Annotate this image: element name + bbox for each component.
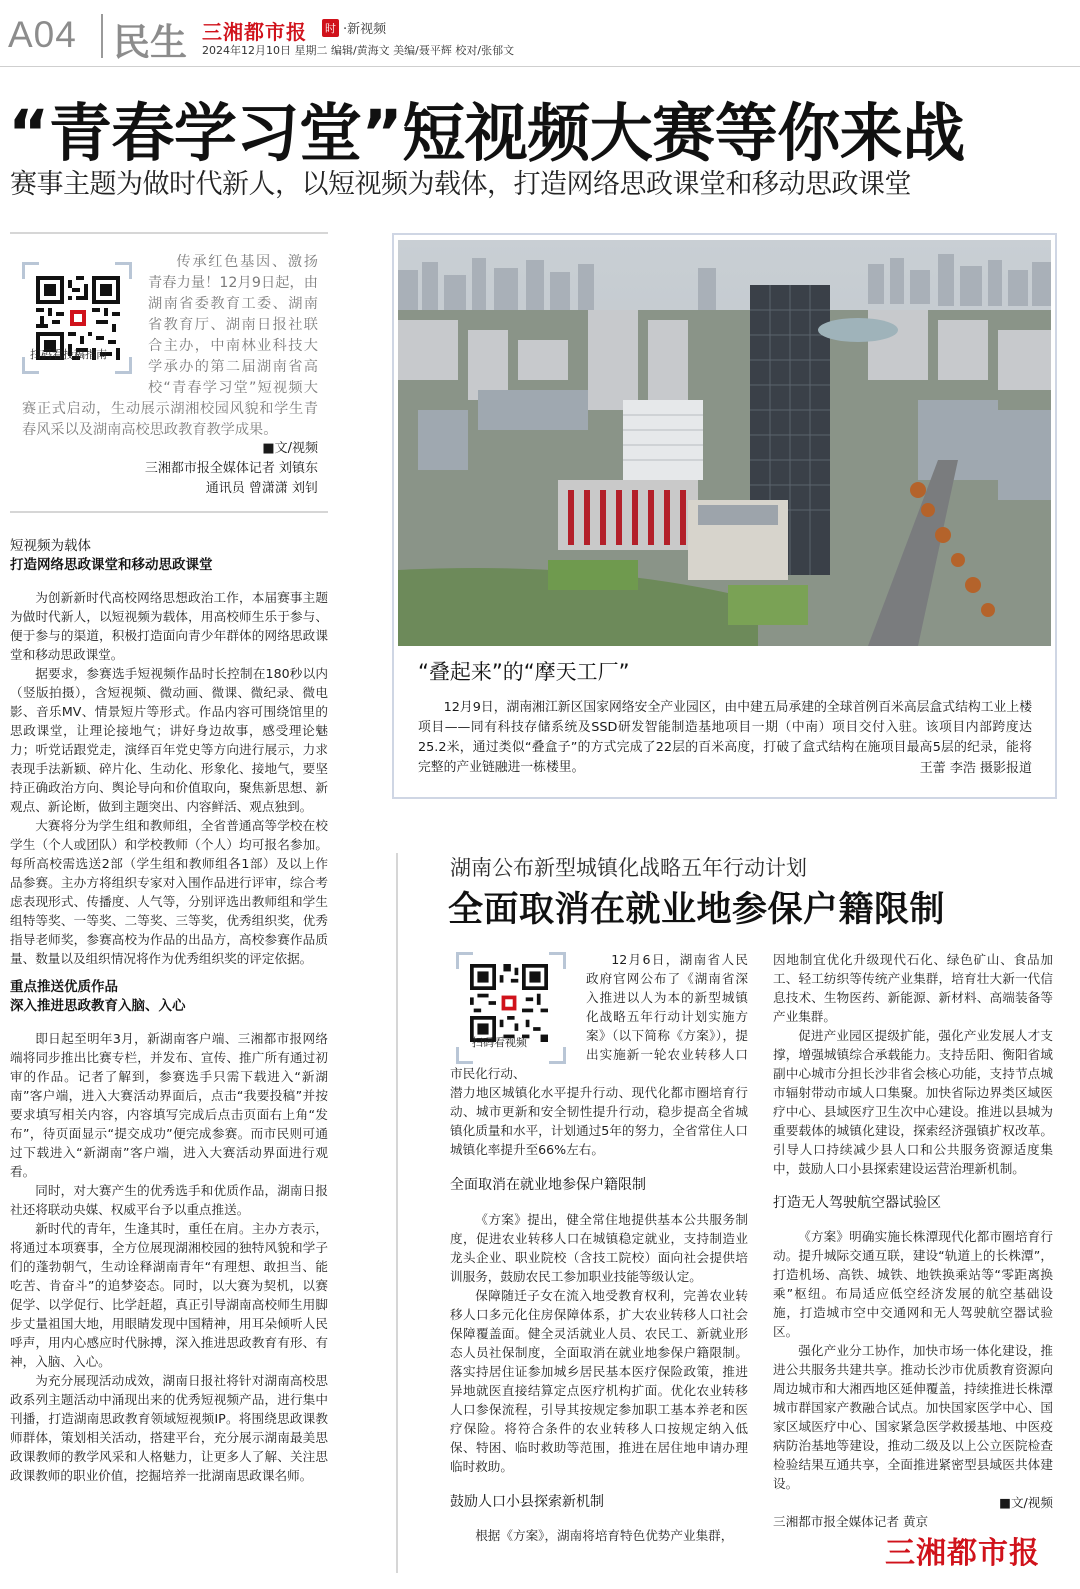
paragraph: 为充分展现活动成效，湖南日报社将针对湖南高校思政系列主题活动中涌现出来的优秀短视频产品，进行集中刊播，打造湖南思政教育领域短视频IP。将围绕思政课教师群体，策划相关活动，搭建平台，充分展示湖南最美思政课教师的教学风采和人格魅力，让更多人了解、关注思政课教师的职业价值，挖掘培养一批湖南思政课名师。 <box>10 1373 328 1483</box>
subhead-1-line1: 短视频为载体 <box>10 538 91 554</box>
paragraph: 为创新新时代高校网络思想政治工作，本届赛事主题为做时代新人，以短视频为载体，用高校师生乐于参与、便于参与的渠道，积极打造面向青少年群体的网络思政课堂和移动思政课堂。 <box>10 590 328 662</box>
article1-body-b <box>10 1029 328 1485</box>
subhead-2 <box>10 978 328 1016</box>
paragraph-continued: 因地制宜优化升级现代石化、绿色矿山、食品加工、轻工纺织等传统产业集群，培育壮大新一代信息技术、生物医药、新能源、新材料、高端装备等产业集群。 <box>773 952 1053 1024</box>
paragraph: 据要求，参赛选手短视频作品时长控制在180秒以内（竖版拍摄），含短视频、微动画、微课、微纪录、微电影、音乐MV、情景短片等形式。作品内容可围绕馆里的思政课堂，让理论接地气；讲好身边故事，感受理论魅力；听党话跟党走，演绎百年党史等方向进行展示，力求表现手法新颖、碎片化、生动化、形象化、接地气，要坚持正确政治方向、舆论导向和价值取向，聚焦新思想、新观点、新论断，做到主题突出、内容鲜活、观点独到。 <box>10 666 328 814</box>
lead-paragraph <box>22 252 318 441</box>
article2-subhead-1: 全面取消在就业地参保户籍限制 <box>450 1177 646 1193</box>
subheadline: 赛事主题为做时代新人，以短视频为载体，打造网络思政课堂和移动思政课堂 <box>10 169 911 200</box>
paragraph: 促进产业园区提级扩能，强化产业发展人才支撑，增强城镇综合承载能力。支持岳阳、衡阳省域副中心城市分担长沙非省会核心功能，支持节点城市辐射带动市域人口集聚。加快省际边界类区域医疗中心、县域医疗卫生次中心建设。推进以县城为重要载体的城镇化建设，探索经济强镇扩权改革。引导人口持续减少县人口和公共服务资源适度集中，鼓励人口小县探索建设运营治理新机制。 <box>773 1028 1053 1176</box>
aerial-city-photo-icon <box>398 240 1051 646</box>
paragraph: 大赛将分为学生组和教师组，全省普通高等学校在校学生（个人或团队）和学校教师（个人）均可报名参加。每所高校需选送2部（学生组和教师组各1部）及以上作品参赛。主办方将组织专家对入围作品进行评审，综合考虑表现形式、传播度、人气等，分别评选出教师组和学生组特等奖、一等奖、二等奖、三等奖，优秀组织奖，优秀指导老师奖，参赛高校为作品的出品方，高校参赛作品质量、数量以及组织情况将作为优秀组织奖的评定依据。 <box>10 818 328 966</box>
article2-subhead-3: 打造无人驾驶航空器试验区 <box>773 1195 941 1211</box>
paragraph: 同时，对大赛产生的优秀选手和优质作品，湖南日报社还将联动央媒、权威平台予以重点推送。 <box>10 1183 328 1217</box>
paragraph: 12月6日，湖南省人民政府官网公布了《湖南省深入推进以人为本的新型城镇化战略五年行动计划实施方案》（以下简称《方案》），提出实施新一轮农业转移人口市民化行动、 <box>450 952 748 1081</box>
headline: “青春学习堂”短视频大赛等你来战 <box>8 97 965 170</box>
news-photo <box>398 240 1051 646</box>
article2-headline: 全面取消在就业地参保户籍限制 <box>448 890 946 930</box>
section-name: 民生 <box>113 21 187 64</box>
date-editor-line: 2024年12月10日 星期二 编辑/黄海文 美编/聂平辉 校对/张郁文 <box>202 44 515 57</box>
photo-credit: 王蕾 李浩 摄影报道 <box>919 761 1032 776</box>
left-column-body <box>10 537 328 1485</box>
paragraph: 新时代的青年，生逢其时，重任在肩。主办方表示，将通过本项赛事，全方位展现湖湘校园的独特风貌和学子们的蓬勃朝气，生动诠释湖南青年“有理想、敢担当、能吃苦、肯奋斗”的追梦姿态。同时，以大赛为契机，以赛促学、以学促行、比学赶超，真正引导湖南高校师生用脚步丈量祖国大地，用眼睛发现中国精神，用耳朵倾听人民呼声，用内心感应时代脉搏，深入推进思政教育有形、有神，入脑、入心。 <box>10 1221 328 1369</box>
paragraph-continued: 潜力地区城镇化水平提升行动、现代化都市圈培育行动、城市更新和安全韧性提升行动，稳步提高全省城镇化质量和水平，计划通过5年的努力，全省常住人口城镇化率提升至66%左右。 <box>450 1085 748 1157</box>
header-separator <box>101 14 103 58</box>
paragraph: 《方案》明确实施长株潭现代化都市圈培育行动。提升城际交通互联，建设“轨道上的长株潭”，打造机场、高铁、城铁、地铁换乘站等“零距离换乘”枢纽。布局适应低空经济发展的航空基础设施，打造城市空中交通网和无人驾驶航空器试验区。 <box>773 1229 1053 1339</box>
byline-type: ■文/视频 <box>262 441 318 456</box>
paragraph: 强化产业分工协作，加快市场一体化建设，推进公共服务共建共享。推动长沙市优质教育资源向周边城市和大湘西地区延伸覆盖，持续推进长株潭城市群国家产教融合试点。加快国家医学中心、国家区域医疗中心、国家紧急医学救援基地、中医疫病防治基地等建设，推动二级及以上公立医院检查检验结果互通共享，全面推进紧密型县域医共体建设。 <box>773 1343 1053 1491</box>
article2-column-1 <box>450 950 748 1545</box>
subhead-1-line2: 打造网络思政课堂和移动思政课堂 <box>10 557 213 573</box>
article2-column-2 <box>773 950 1053 1531</box>
footer-logo: 三湘都市报 <box>885 1536 1040 1571</box>
paragraph: 《方案》提出，健全常住地提供基本公共服务制度，促进农业转移人口在城镇稳定就业，支持制造业龙头企业、职业院校（含技工院校）面向社会提供培训服务，鼓励农民工参加职业技能等级认定。 <box>450 1212 748 1284</box>
qr-caption-video: 扫码看视频 <box>472 1036 527 1049</box>
article2-kicker: 湖南公布新型城镇化战略五年行动计划 <box>450 856 807 880</box>
article2-subhead-2: 鼓励人口小县探索新机制 <box>450 1494 604 1510</box>
photo-story-title: “叠起来”的“摩天工厂” <box>418 660 630 684</box>
article2-byline-reporter: 三湘都市报全媒体记者 黄京 <box>773 1514 929 1529</box>
brand-badge-icon: 时 <box>322 19 339 37</box>
page-number: A04 <box>8 14 77 55</box>
paragraph: 保障随迁子女在流入地受教育权利，完善农业转移人口多元化住房保障体系，扩大农业转移人口社会保障覆盖面。健全灵活就业人员、农民工、新就业形态人员社保制度，全面取消在就业地参保户籍限制。落实持居住证参加城乡居民基本医疗保险政策，推进异地就医直接结算定点医疗机构扩面。优化农业转移人口参保流程，引导其按规定参加职工基本养老和医疗保险。将符合条件的农业转移人口按规定纳入低保、特困、临时救助等范围，推进在居住地申请办理临时救助。 <box>450 1288 748 1474</box>
paragraph: 即日起至明年3月，新湖南客户端、三湘都市报网络端将同步推出比赛专栏，并发布、宣传、推广所有通过初审的作品。记者了解到，参赛选手只需下载进入“新湖南”客户端，进入大赛活动界面后，点击“我要投稿”并按要求填写相关内容，内容填写完成后点击页面右上角“发布”，待页面显示“提交成功”便完成参赛。而市民则可通过下载进入“新湖南”客户端，进入大赛活动界面进行观看。 <box>10 1031 328 1179</box>
video-brand <box>322 18 386 37</box>
paragraph: 根据《方案》，湖南将培育特色优势产业集群， <box>475 1528 734 1543</box>
subhead-2-line2: 深入推进思政教育入脑、入心 <box>10 998 186 1014</box>
subhead-1 <box>10 537 328 575</box>
brand-sub-label: ·新视频 <box>343 22 387 37</box>
byline-correspondent: 通讯员 曾潇潇 刘钊 <box>205 481 318 496</box>
photo-caption-text: 12月9日，湖南湘江新区国家网络安全产业园区，由中建五局承建的全球首例百米高层盒式结构工业上楼项目——同有科技存储系统及SSD研发智能制造基地项目一期（中南）项目交付入驻。该项目内部跨度达25.2米，通过类似“叠盒子”的方式完成了22层的百米高度，打破了盒式结构在施项目最高5层的纪录，能将完整的产业链融进一栋楼里。 <box>418 700 1032 775</box>
subhead-2-line1: 重点推送优质作品 <box>10 979 118 995</box>
section-rule <box>10 511 328 513</box>
byline-block <box>22 439 318 499</box>
column-top-rule <box>10 232 328 234</box>
qr-caption: 扫码看投稿指南 <box>30 348 107 361</box>
header-rule <box>0 66 1080 67</box>
byline-reporter: 三湘都市报全媒体记者 刘镇东 <box>144 461 318 476</box>
article2-side-rule <box>396 853 398 1573</box>
newspaper-logo: 三湘都市报 <box>202 20 307 44</box>
article2-byline-type: ■文/视频 <box>999 1495 1053 1510</box>
article1-body-a <box>10 588 328 968</box>
lead-text: 传承红色基因、激扬青春力量！12月9日起，由湖南省委教育工委、湖南省教育厅、湖南日报社联合主办，中南林业科技大学承办的第二届湖南省高校“青春学习堂”短视频大赛正式启动，生动展示湖湘校园风貌和学生青春风采以及湖南高校思政教育教学成果。 <box>22 254 318 438</box>
